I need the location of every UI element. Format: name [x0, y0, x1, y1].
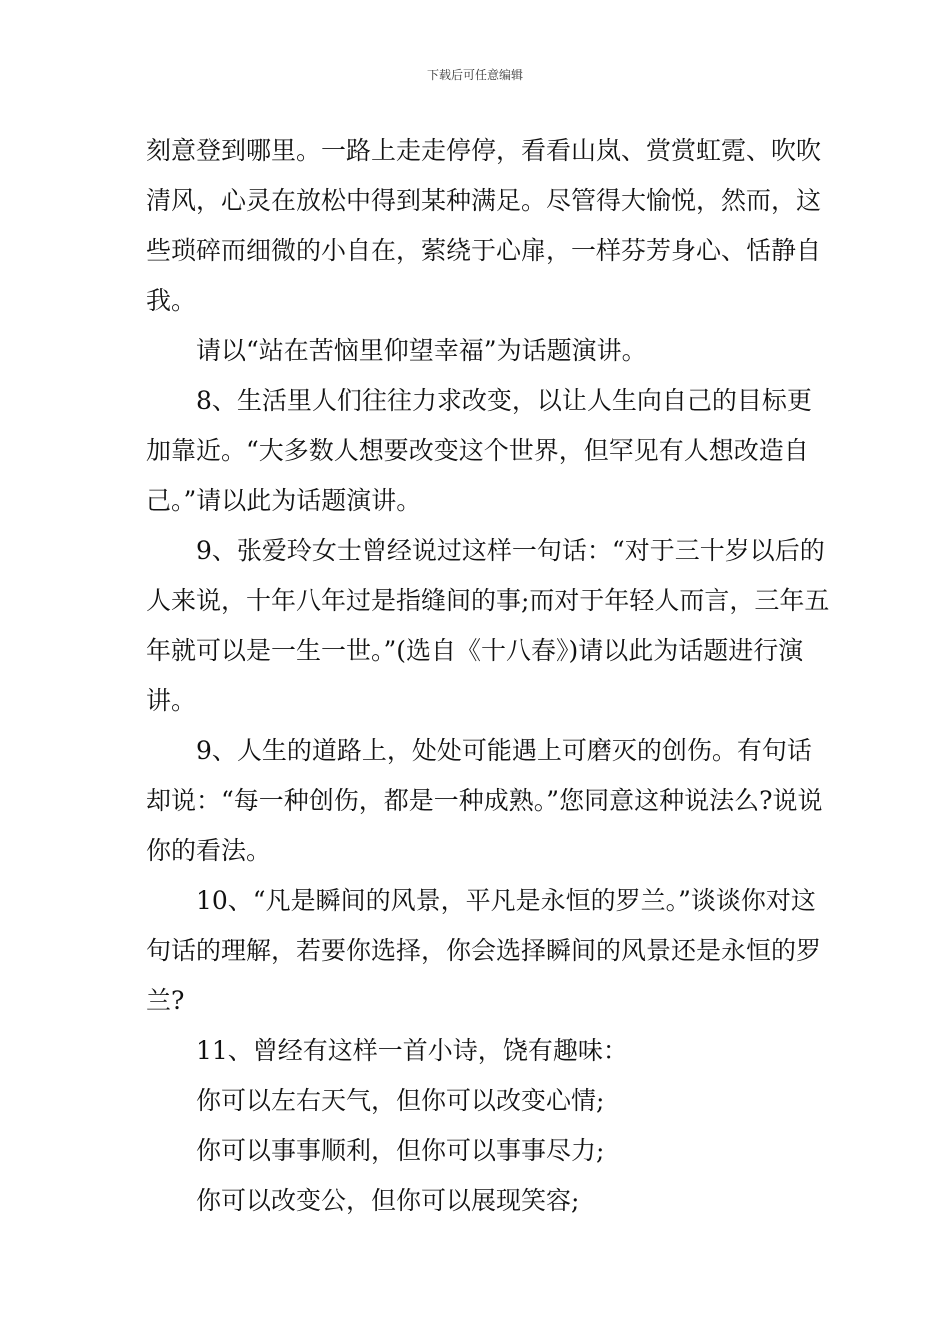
poem-line-1: 你可以左右天气，但你可以改变心情;	[196, 1086, 605, 1115]
paragraph-6: 10、“凡是瞬间的风景，平凡是永恒的罗兰。”谈谈你对这句话的理解，若要你选择，你会选择瞬间的风景还是永恒的罗兰?	[146, 886, 822, 1015]
paragraph-3: 8、生活里人们往往力求改变，以让人生向自己的目标更加靠近。“大多数人想要改变这个世界，但罕见有人想改造自己。”请以此为话题演讲。	[146, 386, 812, 515]
document-body	[146, 126, 836, 1226]
poem-line-3: 你可以改变公，但你可以展现笑容;	[196, 1186, 580, 1215]
paragraph-1: 刻意登到哪里。一路上走走停停，看看山岚、赏赏虹霓、吹吹清风，心灵在放松中得到某种满足。尽管得大愉悦，然而，这些琐碎而细微的小自在，萦绕于心扉，一样芬芳身心、恬静自我。	[146, 136, 822, 315]
paragraph-4: 9、张爱玲女士曾经说过这样一句话：“对于三十岁以后的人来说，十年八年过是指缝间的事;而对于年轻人而言，三年五年就可以是一生一世。”(选自《十八春》)请以此为话题进行演讲。	[146, 536, 830, 715]
poem-line-2: 你可以事事顺利，但你可以事事尽力;	[196, 1136, 605, 1165]
paragraph-5: 9、人生的道路上，处处可能遇上可磨灭的创伤。有句话却说：“每一种创伤，都是一种成熟。”您同意这种说法么?说说你的看法。	[146, 736, 823, 865]
paragraph-2: 请以“站在苦恼里仰望幸福”为话题演讲。	[196, 336, 647, 365]
paragraph-7: 11、曾经有这样一首小诗，饶有趣味：	[196, 1036, 628, 1065]
page-header: 下载后可任意编辑	[426, 68, 523, 82]
